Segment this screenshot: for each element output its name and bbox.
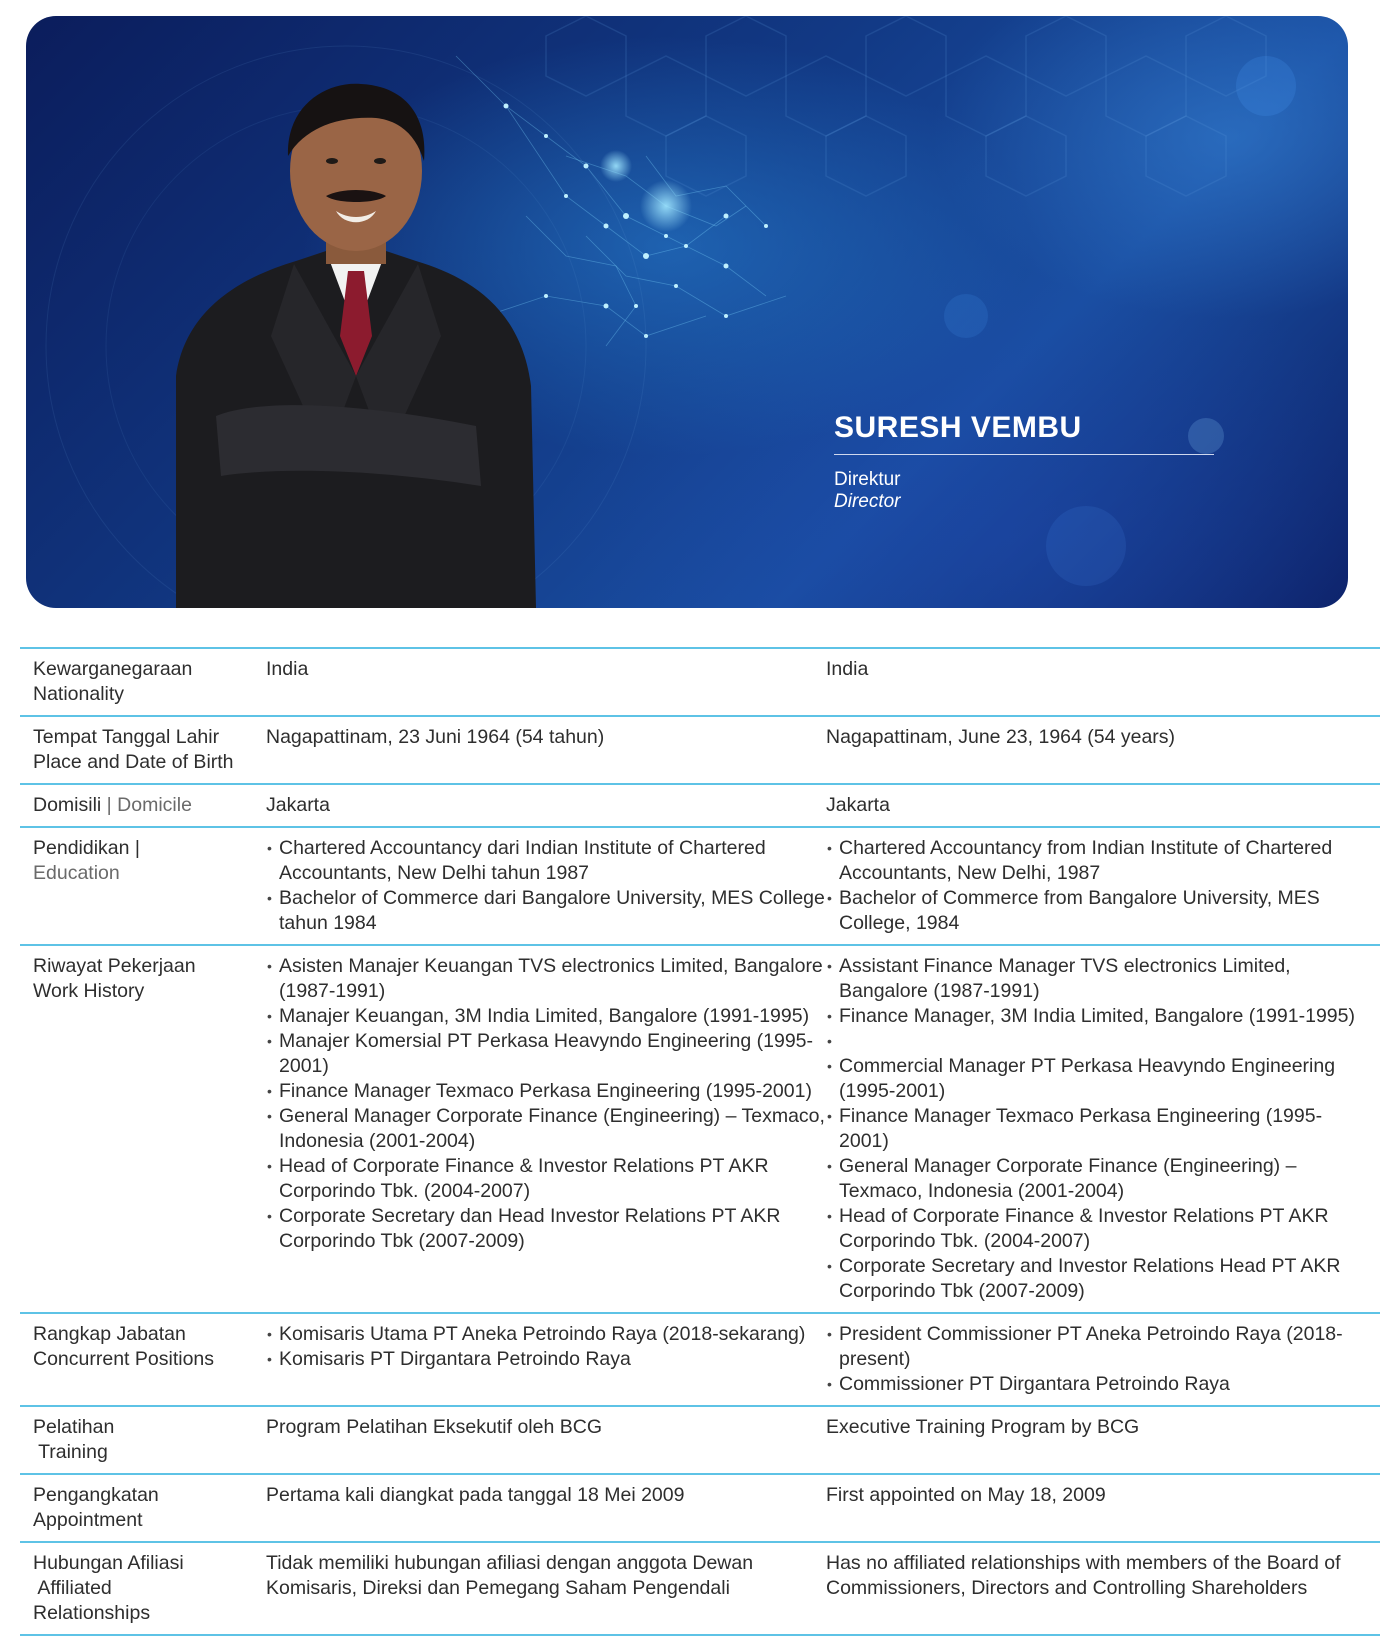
label-indonesian: Tempat Tanggal Lahir <box>33 726 220 748</box>
row-label <box>20 1475 266 1541</box>
label-indonesian: Domisili <box>33 794 102 816</box>
row-appointment <box>20 1473 1380 1541</box>
list-item: • Manajer Komersial PT Perkasa Heavyndo Engineering (1995-2001) <box>266 1029 826 1079</box>
value-indonesian: India <box>266 658 309 680</box>
list-item: • Asisten Manajer Keuangan TVS electronics Limited, Bangalore (1987-1991) <box>266 954 826 1004</box>
row-nationality <box>20 647 1380 715</box>
row-affiliation <box>20 1541 1380 1636</box>
role-english: Director <box>834 491 901 512</box>
label-indonesian: Pengangkatan <box>33 1484 159 1506</box>
list-item: • Finance Manager, 3M India Limited, Bangalore (1991-1995) <box>826 1004 1366 1029</box>
row-label <box>20 1314 266 1405</box>
value-english: Jakarta <box>826 794 890 816</box>
label-indonesian: Riwayat Pekerjaan <box>33 955 196 977</box>
list-item: • Commercial Manager PT Perkasa Heavyndo Engineering (1995-2001) <box>826 1054 1366 1104</box>
name-divider <box>834 454 1214 455</box>
label-english: Domicile <box>117 794 192 816</box>
value-english: India <box>826 658 869 680</box>
label-english: Place and Date of Birth <box>33 751 234 773</box>
list-item: • General Manager Corporate Finance (Engineering) – Texmaco, Indonesia (2001-2004) <box>266 1104 826 1154</box>
label-indonesian: Pelatihan <box>33 1416 115 1438</box>
label-english: Work History <box>33 980 145 1002</box>
row-label <box>20 1407 266 1473</box>
row-label <box>20 649 266 715</box>
list-item: • President Commissioner PT Aneka Petroindo Raya (2018-present) <box>826 1322 1366 1372</box>
value-indonesian: Jakarta <box>266 794 330 816</box>
row-domicile <box>20 783 1380 826</box>
list-item: • Head of Corporate Finance & Investor Relations PT AKR Corporindo Tbk. (2004-2007) <box>826 1204 1366 1254</box>
label-english: Appointment <box>33 1509 143 1531</box>
label-separator: | <box>106 794 112 816</box>
list-item: • Chartered Accountancy dari Indian Institute of Chartered Accountants, New Delhi tahun 1987 <box>266 836 826 886</box>
value-indonesian: Pertama kali diangkat pada tanggal 18 Mei 2009 <box>266 1484 685 1506</box>
list-item: • Komisaris Utama PT Aneka Petroindo Raya (2018-sekarang) <box>266 1322 826 1347</box>
row-birth <box>20 715 1380 783</box>
label-english: Affiliated <box>33 1577 112 1599</box>
value-indonesian: Nagapattinam, 23 Juni 1964 (54 tahun) <box>266 726 605 748</box>
label-english: Nationality <box>33 683 125 705</box>
list-item: • Finance Manager Texmaco Perkasa Engineering (1995-2001) <box>266 1079 826 1104</box>
value-english: Nagapattinam, June 23, 1964 (54 years) <box>826 726 1176 748</box>
row-training <box>20 1405 1380 1473</box>
value-indonesian: Program Pelatihan Eksekutif oleh BCG <box>266 1416 602 1438</box>
concurrent-list-english <box>826 1314 1366 1405</box>
label-english: Concurrent Positions <box>33 1348 215 1370</box>
label-indonesian: Kewarganegaraan <box>33 658 193 680</box>
row-label <box>20 785 266 826</box>
role-indonesian: Direktur <box>834 469 901 490</box>
list-item: • Corporate Secretary dan Head Investor Relations PT AKR Corporindo Tbk (2007-2009) <box>266 1204 826 1254</box>
label-english: Training <box>33 1441 108 1463</box>
list-spacer <box>826 1029 1366 1054</box>
education-list-english <box>826 828 1366 944</box>
value-english: Executive Training Program by BCG <box>826 1416 1140 1438</box>
name-block <box>834 408 1254 513</box>
label-indonesian: Hubungan Afiliasi <box>33 1552 184 1574</box>
label-indonesian: Pendidikan | <box>33 837 140 859</box>
education-list-indonesian <box>266 828 826 944</box>
label-english: Education <box>33 862 120 884</box>
list-item: • Komisaris PT Dirgantara Petroindo Raya <box>266 1347 826 1372</box>
list-item: • Manajer Keuangan, 3M India Limited, Bangalore (1991-1995) <box>266 1004 826 1029</box>
work-list-indonesian <box>266 946 826 1312</box>
row-work-history <box>20 944 1380 1312</box>
value-english: First appointed on May 18, 2009 <box>826 1484 1106 1506</box>
executive-portrait <box>176 76 536 608</box>
row-label <box>20 828 266 944</box>
label-english-continued: Relationships <box>33 1602 151 1624</box>
work-list-english <box>826 946 1366 1312</box>
row-education <box>20 826 1380 944</box>
list-item: • Assistant Finance Manager TVS electronics Limited, Bangalore (1987-1991) <box>826 954 1366 1004</box>
concurrent-list-indonesian <box>266 1314 826 1405</box>
list-item: • Commissioner PT Dirgantara Petroindo Raya <box>826 1372 1366 1397</box>
row-label <box>20 1543 266 1634</box>
list-item: • Head of Corporate Finance & Investor Relations PT AKR Corporindo Tbk. (2004-2007) <box>266 1154 826 1204</box>
list-item: • Bachelor of Commerce from Bangalore University, MES College, 1984 <box>826 886 1366 936</box>
list-item: • Bachelor of Commerce dari Bangalore University, MES College tahun 1984 <box>266 886 826 936</box>
label-indonesian: Rangkap Jabatan <box>33 1323 186 1345</box>
profile-banner <box>26 16 1348 608</box>
row-label <box>20 946 266 1312</box>
list-item: • Finance Manager Texmaco Perkasa Engineering (1995-2001) <box>826 1104 1366 1154</box>
list-item: • Corporate Secretary and Investor Relations Head PT AKR Corporindo Tbk (2007-2009) <box>826 1254 1366 1304</box>
executive-name: SURESH VEMBU <box>834 411 1082 444</box>
row-concurrent-positions <box>20 1312 1380 1405</box>
profile-table <box>20 647 1380 1636</box>
row-label <box>20 717 266 783</box>
list-item: • Chartered Accountancy from Indian Institute of Chartered Accountants, New Delhi, 1987 <box>826 836 1366 886</box>
value-indonesian: Tidak memiliki hubungan afiliasi dengan anggota Dewan Komisaris, Direksi dan Pemegang Saham Pengendali <box>266 1552 754 1599</box>
value-english: Has no affiliated relationships with members of the Board of Commissioners, Directors and Controlling Shareholders <box>826 1552 1341 1599</box>
list-item: • General Manager Corporate Finance (Engineering) – Texmaco, Indonesia (2001-2004) <box>826 1154 1366 1204</box>
